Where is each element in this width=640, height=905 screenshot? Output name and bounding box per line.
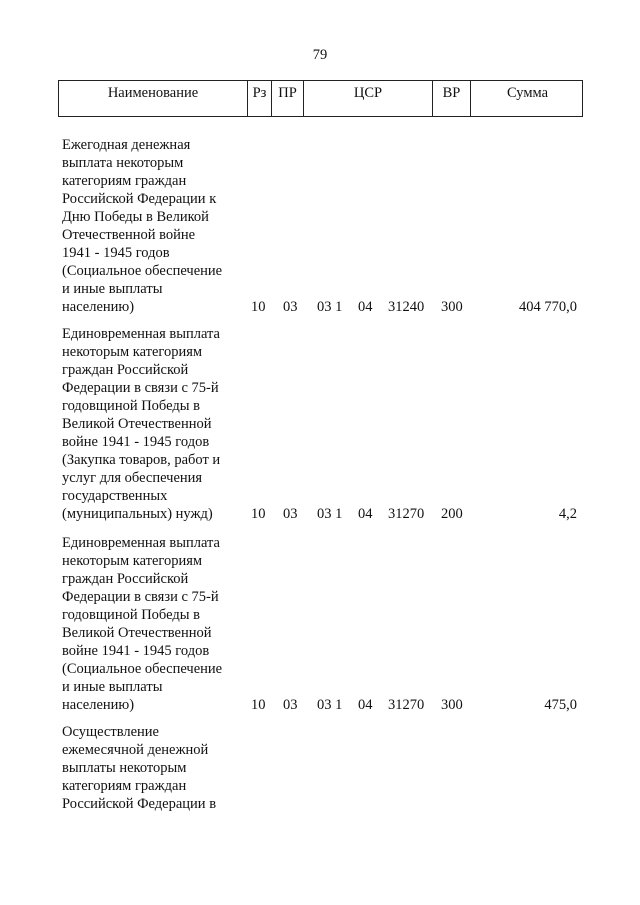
header-sum-cell: Сумма	[506, 85, 549, 101]
table-row	[62, 136, 587, 316]
header-pr-cell: ПР	[272, 81, 304, 116]
row-pr: 03	[283, 299, 298, 315]
row-csr-program: 03 1	[317, 506, 343, 522]
row-pr: 03	[283, 697, 298, 713]
row-sum: 404 770,0	[519, 299, 577, 315]
table-row	[62, 534, 587, 714]
row-pr: 03	[283, 506, 298, 522]
row-name: Осуществление ежемесячной денежной выплаты некоторым категориям граждан Российской Федерации в	[62, 724, 217, 812]
row-name: Ежегодная денежная выплата некоторым категориям граждан Российской Федерации к Дню Победы в Великой Отечественной войне 1941 - 1945 годов (Социальное обеспечение и иные выплаты населению)	[62, 137, 223, 315]
header-csr-cell: ЦСР	[304, 81, 433, 116]
header-vr-cell: ВР	[433, 81, 471, 116]
row-csr-program: 03 1	[317, 697, 343, 713]
page-number: 79	[312, 47, 328, 63]
row-name: Единовременная выплата некоторым категориям граждан Российской Федерации в связи с 75-й годовщиной Победы в Великой Отечественной войне 1941 - 1945 годов (Закупка товаров, работ и услуг для обеспечения государственных (муниципальных) нужд)	[62, 326, 221, 522]
row-vr: 200	[441, 506, 463, 522]
row-vr: 300	[441, 697, 463, 713]
row-csr-direction: 31270	[388, 506, 425, 522]
row-csr-sub: 04	[358, 506, 373, 522]
header-name-cell: Наименование	[59, 81, 248, 116]
row-name: Единовременная выплата некоторым категориям граждан Российской Федерации в связи с 75-й годовщиной Победы в Великой Отечественной войне 1941 - 1945 годов (Социальное обеспечение и иные выплаты населению)	[62, 535, 223, 713]
row-csr-direction: 31270	[388, 697, 425, 713]
table-header	[58, 80, 583, 117]
row-sum: 475,0	[544, 697, 577, 713]
row-rz: 10	[251, 299, 266, 315]
row-vr: 300	[441, 299, 463, 315]
table-row	[62, 723, 587, 813]
row-csr-sub: 04	[358, 697, 373, 713]
row-csr-direction: 31240	[388, 299, 425, 315]
table-row	[62, 325, 587, 523]
row-csr-program: 03 1	[317, 299, 343, 315]
header-rz-cell: Рз	[248, 81, 272, 116]
row-csr-sub: 04	[358, 299, 373, 315]
row-rz: 10	[251, 697, 266, 713]
row-rz: 10	[251, 506, 266, 522]
row-sum: 4,2	[558, 506, 577, 522]
